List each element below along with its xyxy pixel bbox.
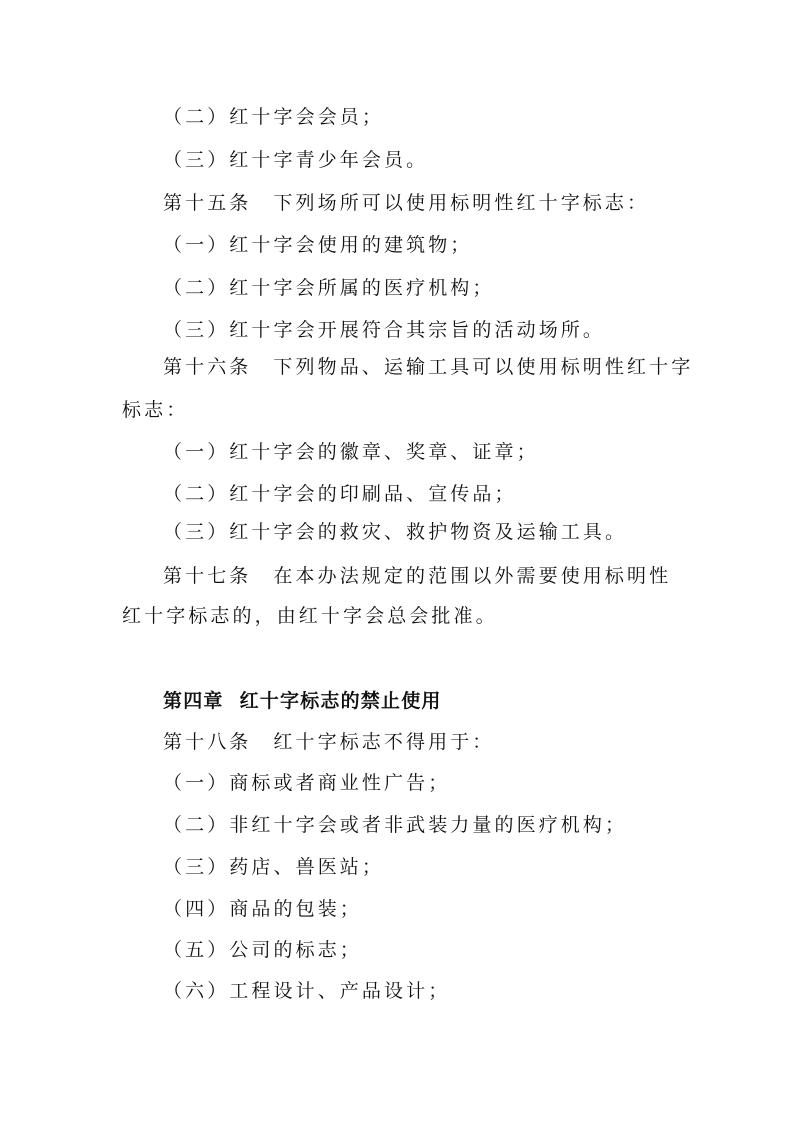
chapter-heading: [163, 689, 442, 713]
article-text: 下列场所可以使用标明性红十字标志：: [273, 192, 650, 214]
list-item: （一）商标或者商业性广告；: [163, 772, 451, 794]
article-18: [163, 730, 494, 754]
article-text: 下列物品、运输工具可以使用标明性红十字: [273, 356, 694, 378]
list-item: （六）工程设计、产品设计；: [163, 980, 451, 1002]
article-15: [163, 191, 649, 215]
list-item: （三）红十字会开展符合其宗旨的活动场所。: [163, 319, 606, 341]
chapter-title: 红十字标志的禁止使用: [239, 690, 442, 712]
article-continuation: 红十字标志的，由红十字会总会批准。: [122, 605, 498, 627]
list-item: （四）商品的包装；: [163, 898, 362, 920]
article-number: 第十六条: [163, 356, 252, 378]
article-text: 在本办法规定的范围以外需要使用标明性: [273, 565, 672, 587]
list-item: （三）药店、兽医站；: [163, 856, 385, 878]
list-item: （三）红十字会的救灾、救护物资及运输工具。: [163, 521, 628, 543]
list-item: （二）非红十字会或者非武装力量的医疗机构；: [163, 814, 628, 836]
article-number: 第十八条: [163, 731, 252, 753]
chapter-number: 第四章: [163, 690, 224, 712]
article-number: 第十五条: [163, 192, 252, 214]
article-text: 红十字标志不得用于：: [273, 731, 495, 753]
list-item: （二）红十字会的印刷品、宣传品；: [163, 483, 517, 505]
list-item: （二）红十字会所属的医疗机构；: [163, 277, 495, 299]
article-16: [163, 355, 693, 379]
list-item: （三）红十字青少年会员。: [163, 149, 429, 171]
list-item: （一）红十字会使用的建筑物；: [163, 234, 473, 256]
list-item: （二）红十字会会员；: [163, 106, 385, 128]
list-item: （五）公司的标志；: [163, 939, 362, 961]
article-17: [163, 564, 671, 588]
list-item: （一）红十字会的徽章、奖章、证章；: [163, 441, 539, 463]
article-number: 第十七条: [163, 565, 252, 587]
article-continuation: 标志：: [122, 399, 189, 421]
